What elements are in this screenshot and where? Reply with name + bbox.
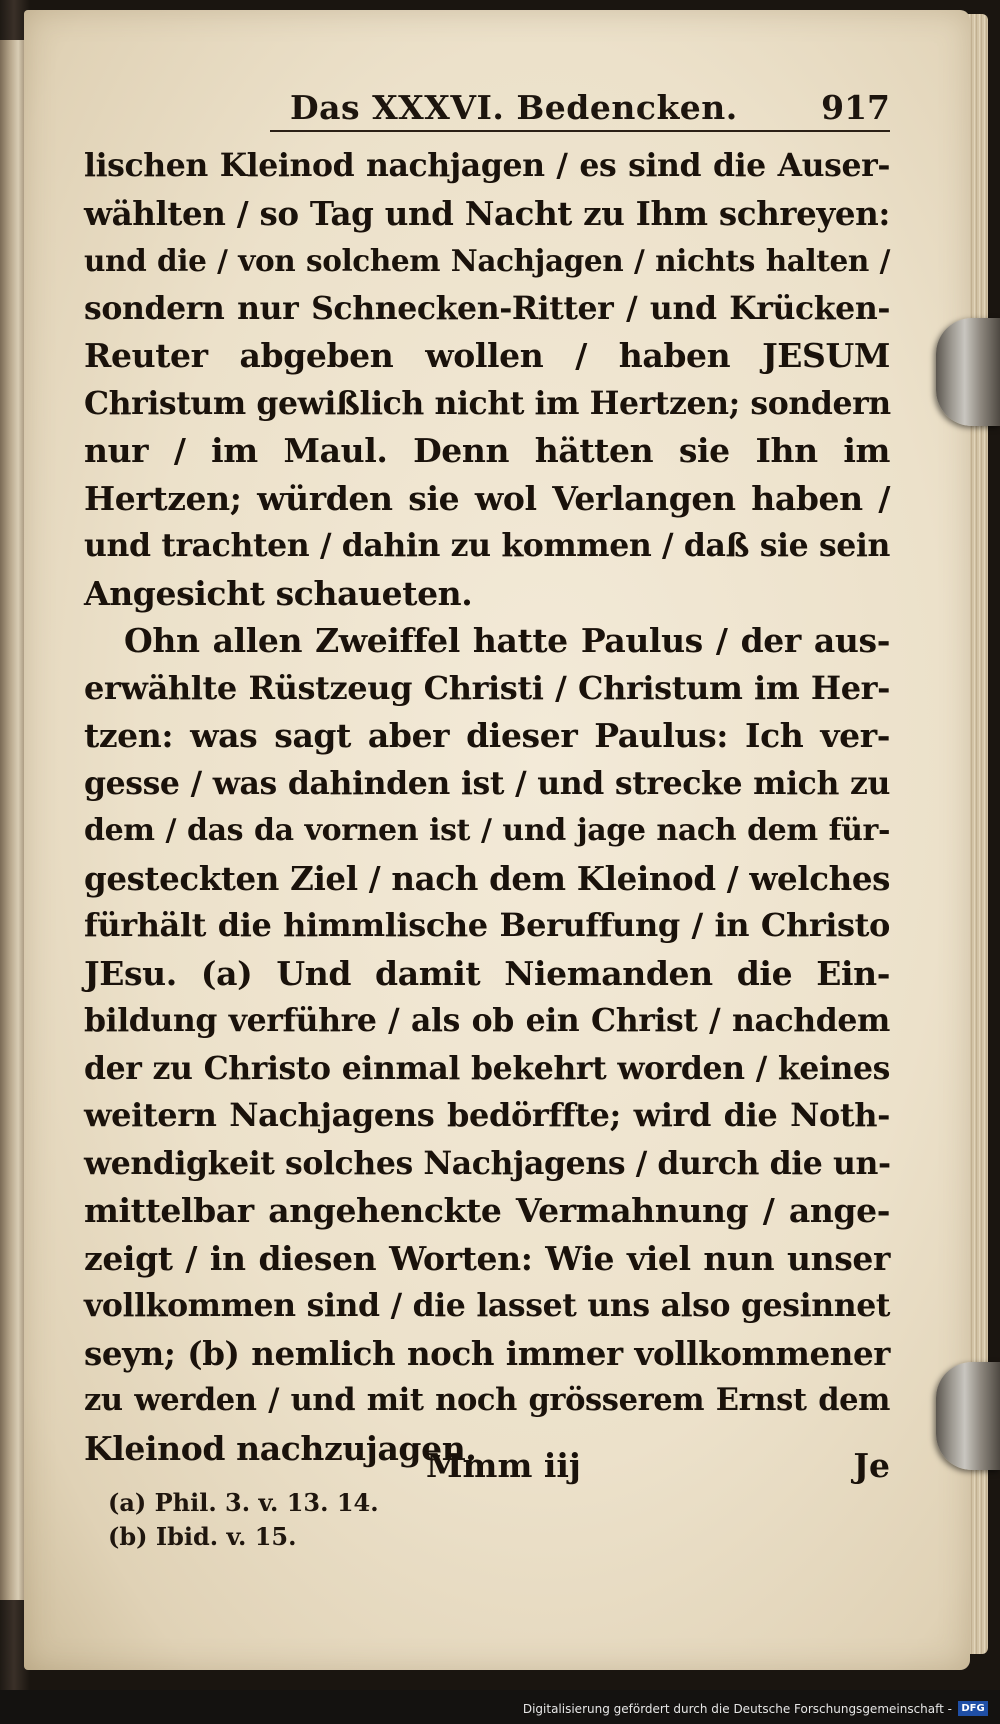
text-line: seyn; (b) nemlich noch immer vollkommener <box>84 1333 890 1373</box>
body-text <box>84 142 890 1472</box>
text-line: weitern Nachjagens bedörffte; wird die Noth- <box>84 1096 890 1134</box>
text-line: JEsu. (a) Und damit Niemanden die Ein- <box>84 953 890 993</box>
text-line: sondern nur Schnecken-Ritter / und Krücken- <box>84 289 890 327</box>
catchword: Je <box>853 1446 890 1485</box>
text-line: gesteckten Ziel / nach dem Kleinod / welches <box>84 858 890 898</box>
header-rule <box>270 130 890 132</box>
text-line: dem / das da vornen ist / und jage nach dem für- <box>84 813 890 848</box>
running-head: Das XXXVI. Bedencken. <box>290 88 738 127</box>
footnotes <box>108 1486 608 1554</box>
text-line: Ohn allen Zweiffel hatte Paulus / der aus- <box>124 621 890 660</box>
page-header <box>90 84 890 136</box>
text-line: der zu Christo einmal bekehrt worden / keines <box>84 1049 890 1087</box>
text-line: zeigt / in diesen Worten: Wie viel nun unser <box>84 1238 890 1278</box>
clasp-top <box>936 318 1000 426</box>
text-line: gesse / was dahinden ist / und strecke mich zu <box>84 764 890 802</box>
dfg-logo: DFG <box>958 1701 988 1716</box>
text-line: fürhält die himmlische Beruffung / in Christo <box>84 906 890 944</box>
text-line: tzen: was sagt aber dieser Paulus: Ich ver- <box>84 716 890 755</box>
digitization-credit: Digitalisierung gefördert durch die Deutsche Forschungsgemeinschaft - <box>522 1702 952 1716</box>
footnote: (a) Phil. 3. v. 13. 14. <box>108 1488 379 1517</box>
left-page-edge <box>0 40 26 1600</box>
text-line: erwählte Rüstzeug Christi / Christum im Her- <box>84 668 890 707</box>
page-number: 917 <box>821 88 890 127</box>
page-footer-row <box>84 1442 890 1492</box>
text-line: und die / von solchem Nachjagen / nichts halten / <box>84 243 890 278</box>
text-line: Reuter abgeben wollen / haben JESUM <box>84 336 890 375</box>
text-line: wendigkeit solches Nachjagens / durch die un- <box>84 1144 891 1182</box>
footnote: (b) Ibid. v. 15. <box>108 1522 297 1551</box>
text-line: und trachten / dahin zu kommen / daß sie sein <box>84 527 890 564</box>
text-line: nur / im Maul. Denn hätten sie Ihn im <box>84 431 890 470</box>
clasp-bottom <box>936 1362 1000 1470</box>
signature-mark: Mmm iij <box>426 1446 581 1485</box>
text-line: zu werden / und mit noch grösserem Ernst dem <box>84 1382 890 1418</box>
text-line: wählten / so Tag und Nacht zu Ihm schreyen: <box>84 193 890 233</box>
text-line: Kleinod nachzujagen. <box>84 1428 477 1468</box>
text-line: Angesicht schaueten. <box>84 573 473 613</box>
text-line: lischen Kleinod nachjagen / es sind die Auser- <box>84 147 890 184</box>
text-line: mittelbar angehenckte Vermahnung / ange- <box>84 1191 890 1230</box>
text-line: bildung verführe / als ob ein Christ / nachdem <box>84 1002 890 1039</box>
text-line: Christum gewißlich nicht im Hertzen; sondern <box>84 384 891 422</box>
text-line: Hertzen; würden sie wol Verlangen haben / <box>84 478 890 518</box>
text-line: vollkommen sind / die lasset uns also gesinnet <box>84 1287 890 1324</box>
